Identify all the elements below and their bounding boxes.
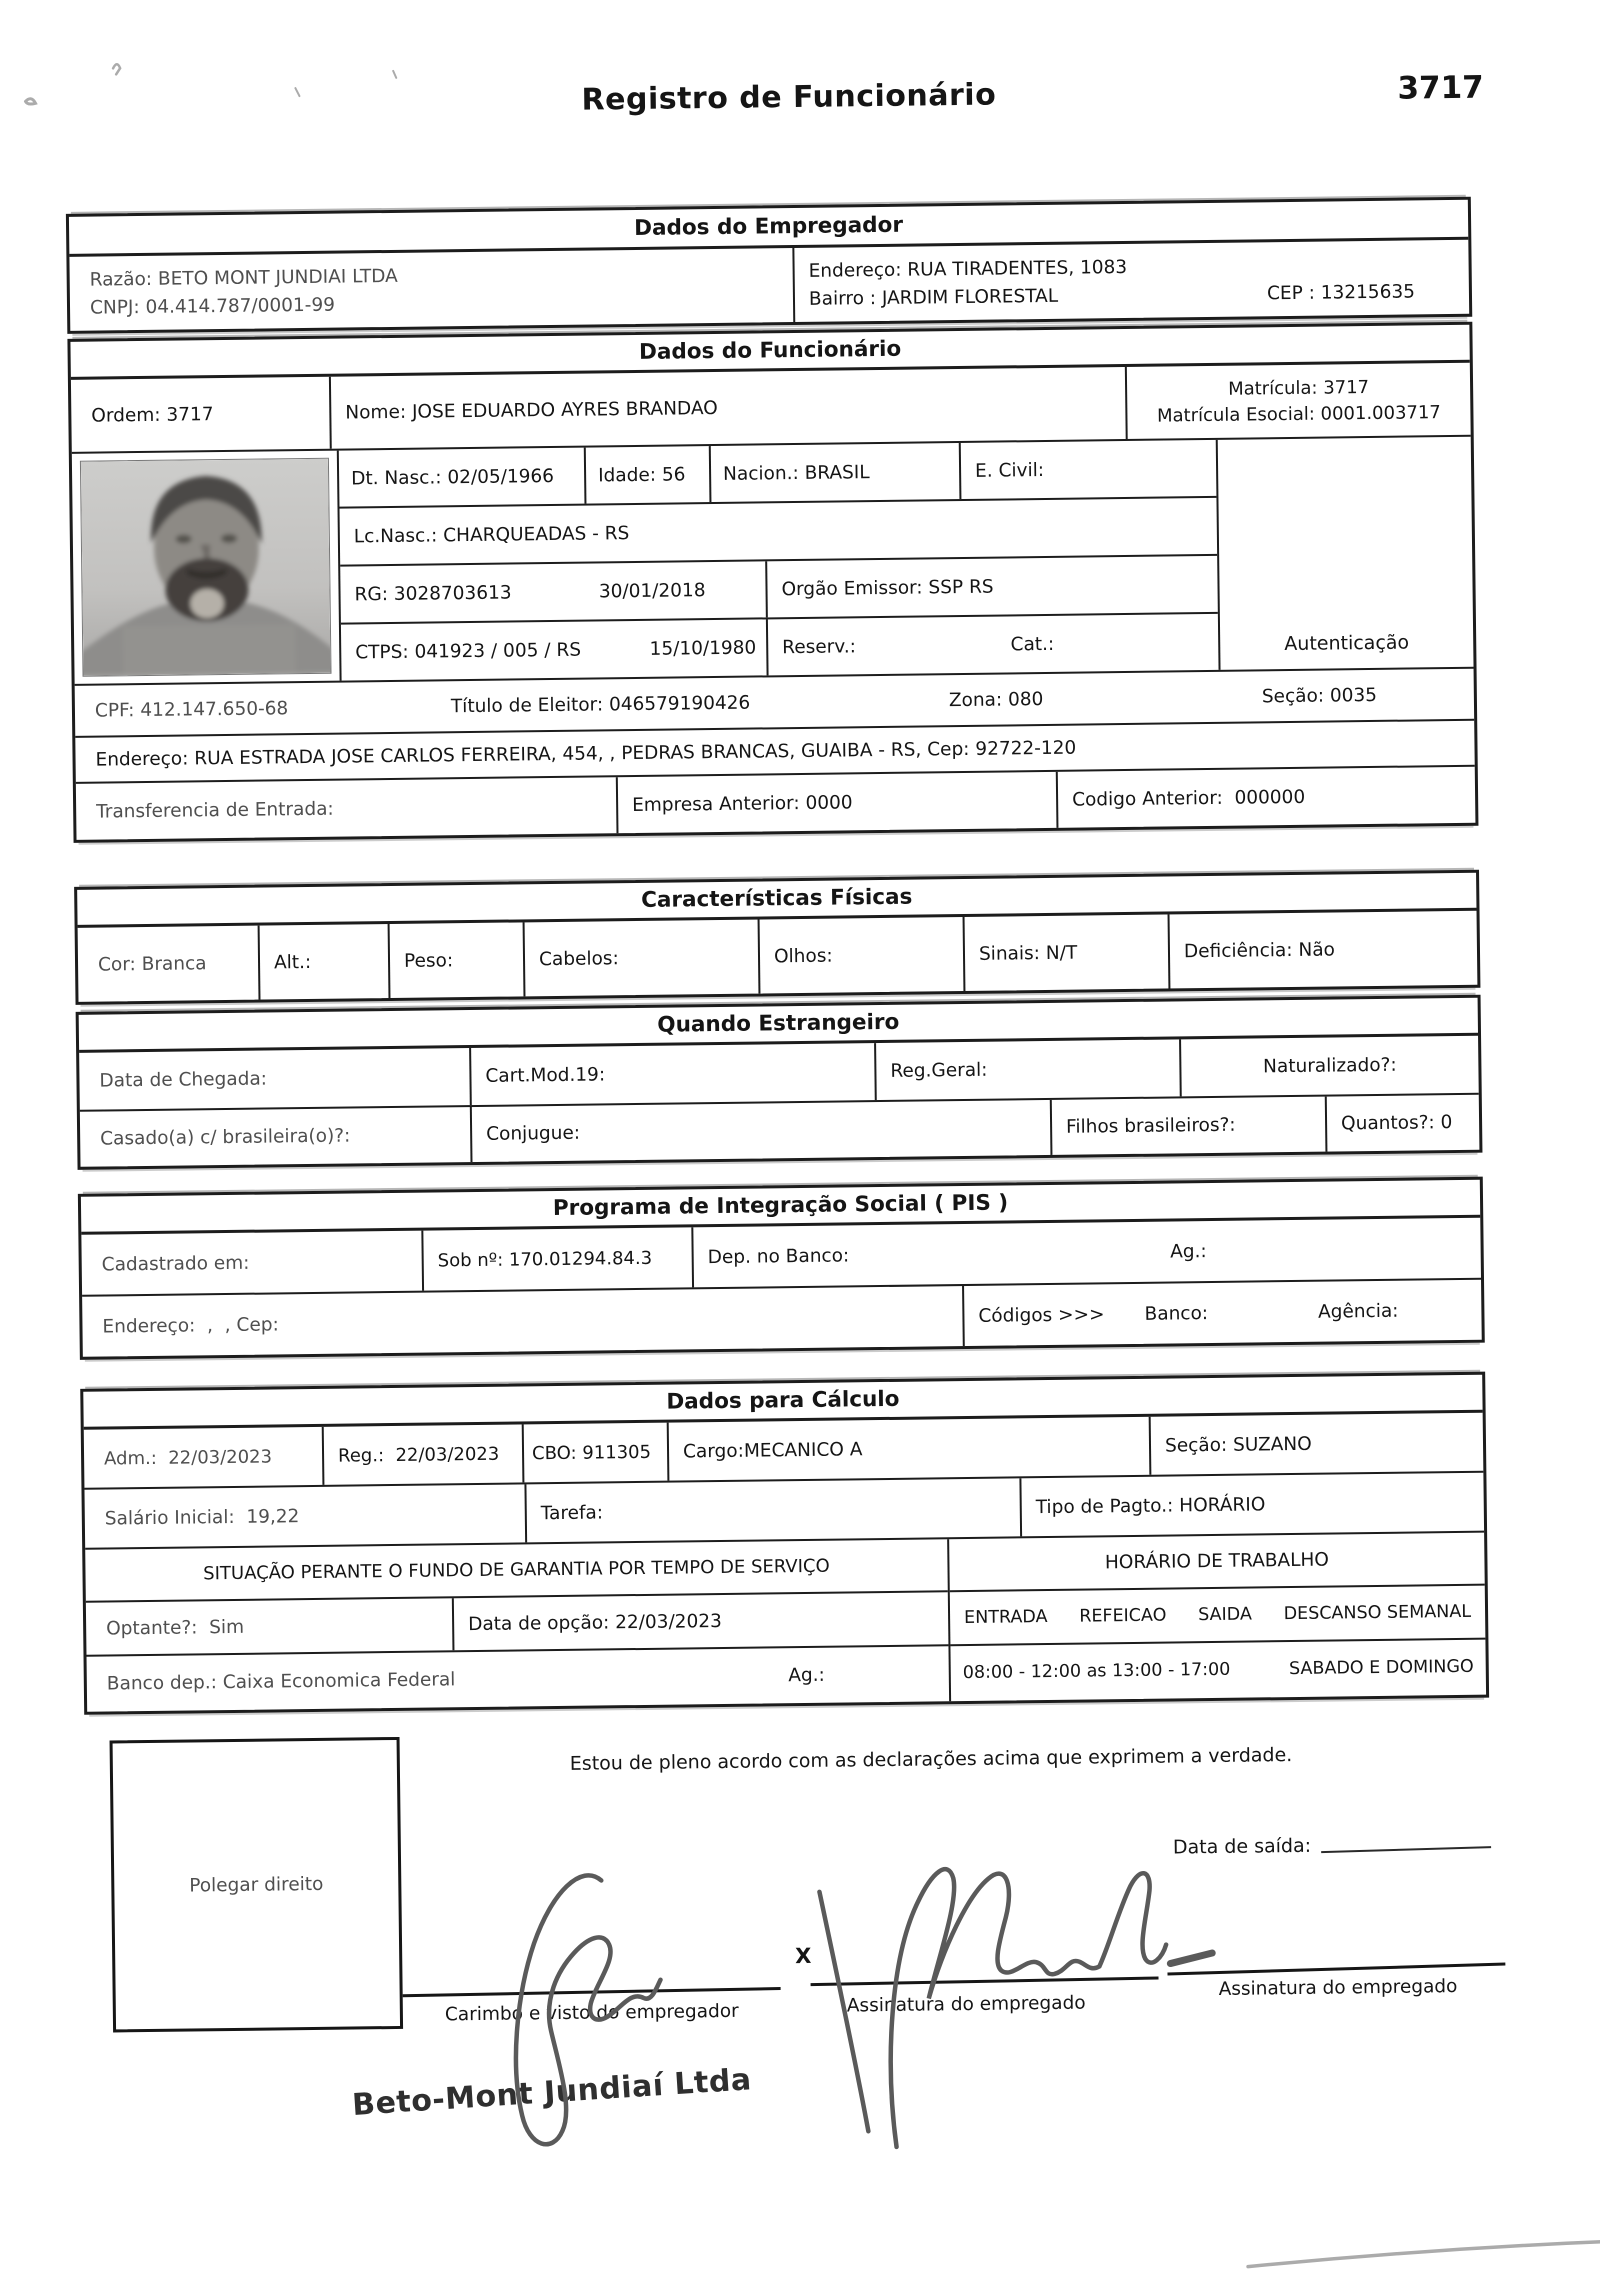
calc-tarefa: Tarefa:	[524, 1478, 1020, 1542]
thumbprint-box	[110, 1737, 404, 2033]
section-empregador-title: Dados do Empregador	[69, 200, 1468, 257]
scan-speck-2	[113, 64, 120, 74]
calc-cargo: Cargo:MECANICO A	[667, 1417, 1150, 1481]
calc-ag: Ag.:	[788, 1664, 825, 1687]
calc-adm: Adm.: 22/03/2023	[103, 1445, 273, 1470]
employee-photo	[80, 458, 332, 677]
carac-alt: Alt.:	[258, 924, 389, 1000]
empregador-endereco-cell	[792, 240, 1469, 322]
scan-edge-artifact	[1248, 2241, 1600, 2266]
x-mark: X	[795, 1943, 812, 1969]
employee-signature-label-2: Assinatura do empregado	[1218, 1976, 1458, 2000]
employee-signature-line-1	[811, 1976, 1159, 1986]
section-caracteristicas-title: Características Físicas	[77, 873, 1476, 928]
funcionario-ctps: CTPS: 041923 / 005 / RS	[355, 639, 582, 663]
pis-cadastrado: Cadastrado em:	[101, 1252, 250, 1276]
section-caracteristicas	[74, 870, 1480, 1005]
employee-signature-label-1: Assinatura do empregado	[846, 1992, 1086, 2017]
calc-horario-valor: 08:00 - 12:00 as 13:00 - 17:00	[962, 1660, 1231, 1684]
funcionario-zona: Zona: 080	[948, 688, 1044, 711]
thumbprint-label: Polegar direito	[189, 1873, 324, 1897]
pis-agencia: Agência:	[1317, 1300, 1399, 1323]
carac-peso: Peso:	[388, 922, 524, 998]
funcionario-titulo-eleitor: Título de Eleitor: 046579190426	[450, 692, 751, 717]
calc-horario-titulo: HORÁRIO DE TRABALHO	[949, 1533, 1485, 1593]
pis-codigos-cell	[962, 1280, 1482, 1346]
section-empregador	[66, 197, 1472, 334]
exit-date-label: Data de saída:	[1172, 1834, 1312, 1859]
calc-horario-block	[947, 1533, 1486, 1702]
estr-naturalizado: Naturalizado?:	[1179, 1036, 1479, 1097]
estr-data-chegada: Data de Chegada:	[99, 1068, 268, 1092]
funcionario-empresa-anterior: Empresa Anterior: 0000	[616, 772, 1057, 833]
employee-signature-line-2	[1167, 1963, 1505, 1976]
calc-optante: Optante?: Sim	[106, 1616, 245, 1640]
funcionario-rg-data: 30/01/2018	[598, 579, 706, 602]
funcionario-cpf: CPF: 412.147.650-68	[94, 697, 289, 722]
empregador-bairro: Bairro : JARDIM FLORESTAL	[808, 285, 1059, 310]
carac-deficiencia: Deficiência: Não	[1168, 911, 1478, 989]
scan-speck-1	[25, 99, 35, 104]
page-title: Registro de Funcionário	[581, 77, 997, 118]
pis-banco: Banco:	[1144, 1302, 1209, 1325]
funcionario-cat: Cat.:	[1010, 633, 1055, 655]
scan-speck-3	[295, 88, 299, 96]
pis-ag: Ag.:	[1170, 1240, 1207, 1262]
funcionario-secao: Seção: 0035	[1261, 684, 1378, 707]
calc-secao: Seção: SUZANO	[1149, 1413, 1484, 1475]
funcionario-codigo-anterior: Codigo Anterior: 000000	[1056, 767, 1476, 828]
section-estrangeiro	[76, 995, 1483, 1170]
employee-photo-cell	[72, 451, 340, 684]
funcionario-ctps-data: 15/10/1980	[649, 637, 757, 660]
calc-fgts-titulo: SITUAÇÃO PERANTE O FUNDO DE GARANTIA POR TEMPO DE SERVIÇO	[85, 1539, 948, 1603]
funcionario-autenticacao: Autenticação	[1216, 437, 1474, 670]
pis-endereco: Endereço: , , Cep:	[102, 1313, 279, 1338]
declaration-text: Estou de pleno acordo com as declarações acima que exprimem a verdade.	[569, 1744, 1293, 1775]
carac-olhos: Olhos:	[758, 917, 964, 993]
carac-cabelos: Cabelos:	[523, 920, 759, 997]
funcionario-matricula-cell	[1125, 363, 1471, 439]
estr-casado: Casado(a) c/ brasileira(o)?:	[100, 1125, 351, 1150]
funcionario-nacion: Nacion.: BRASIL	[709, 443, 960, 502]
calc-data-opcao: Data de opção: 22/03/2023	[452, 1593, 949, 1650]
estr-quantos: Quantos?: 0	[1325, 1095, 1480, 1152]
empregador-endereco: Endereço: RUA TIRADENTES, 1083	[808, 256, 1128, 282]
funcionario-endereco: Endereço: RUA ESTRADA JOSE CARLOS FERREIRA, 454, , PEDRAS BRANCAS, GUAIBA - RS, Cep: 92722-120	[95, 737, 1077, 771]
empregador-razao: Razão: BETO MONT JUNDIAI LTDA	[89, 265, 398, 291]
funcionario-mid-grid	[337, 440, 1219, 681]
document-number: 3717	[1397, 69, 1484, 107]
funcionario-idade: Idade: 56	[584, 446, 710, 504]
empregador-razao-cnpj-cell	[69, 248, 793, 331]
section-calculo	[80, 1372, 1489, 1715]
funcionario-reserv: Reserv.:	[782, 635, 857, 658]
section-funcionario-title: Dados do Funcionário	[70, 325, 1469, 380]
funcionario-e-civil: E. Civil:	[959, 440, 1217, 499]
pis-dep-banco-cell	[691, 1218, 1481, 1288]
exit-date-field	[1173, 1830, 1491, 1859]
exit-date-blank-line	[1321, 1828, 1492, 1853]
calc-tipo-pagto: Tipo de Pagto.: HORÁRIO	[1019, 1473, 1484, 1537]
estr-filhos: Filhos brasileiros?:	[1050, 1097, 1326, 1155]
empregador-cep: CEP : 13215635	[1266, 280, 1416, 304]
carac-sinais: Sinais: N/T	[963, 915, 1169, 991]
company-stamp-text: Beto-Mont Jundiaí Ltda	[351, 2062, 753, 2123]
calc-salario: Salário Inicial: 19,22	[104, 1505, 300, 1530]
section-pis-title: Programa de Integração Social ( PIS )	[81, 1180, 1480, 1235]
funcionario-dt-nasc: Dt. Nasc.: 02/05/1966	[351, 465, 555, 489]
funcionario-transferencia: Transferencia de Entrada:	[96, 798, 334, 823]
calc-cbo: CBO: 911305	[522, 1423, 668, 1483]
funcionario-reserv-cat-cell	[766, 614, 1219, 676]
funcionario-ctps-cell	[341, 619, 767, 680]
funcionario-ordem: Ordem: 3717	[91, 403, 214, 427]
calc-descanso-valor: SABADO E DOMINGO	[1288, 1657, 1474, 1680]
calc-fgts-block	[85, 1539, 949, 1712]
estr-cart-mod: Cart.Mod.19:	[469, 1043, 875, 1105]
section-calculo-title: Dados para Cálculo	[83, 1375, 1482, 1430]
calc-banco-dep: Banco dep.: Caixa Economica Federal	[106, 1669, 456, 1695]
pis-dep-banco: Dep. no Banco:	[707, 1244, 850, 1268]
funcionario-rg-cell	[340, 561, 766, 622]
calc-col-descanso: DESCANSO SEMANAL	[1283, 1601, 1472, 1625]
employee-photo-graphic	[81, 459, 331, 676]
funcionario-lc-nasc: Lc.Nasc.: CHARQUEADAS - RS	[353, 522, 630, 547]
employer-stamp-label: Carimbo e visto do empregador	[444, 2000, 739, 2026]
funcionario-orgao-emissor: Orgão Emissor: SSP RS	[765, 556, 1218, 618]
calc-col-entrada: ENTRADA	[963, 1607, 1048, 1629]
calc-banco-dep-cell	[87, 1646, 950, 1712]
scan-speck-4	[393, 71, 396, 78]
calc-col-saida: SAIDA	[1198, 1604, 1253, 1626]
employee-signature-dash	[1170, 1953, 1212, 1964]
carac-cor: Cor: Branca	[97, 952, 207, 976]
section-funcionario	[67, 322, 1478, 843]
pis-codigos: Códigos >>>	[978, 1303, 1105, 1327]
employer-stamp-line	[403, 1987, 781, 1997]
pis-sob-no: Sob nº: 170.01294.84.3	[421, 1227, 692, 1290]
section-estrangeiro-title: Quando Estrangeiro	[79, 998, 1478, 1053]
funcionario-rg: RG: 3028703613	[354, 581, 512, 605]
funcionario-matricula-esocial: Matrícula Esocial: 0001.003717	[1156, 401, 1441, 427]
calc-reg: Reg.: 22/03/2023	[322, 1424, 523, 1484]
funcionario-nome: Nome: JOSE EDUARDO AYRES BRANDAO	[329, 367, 1126, 449]
calc-col-refeicao: REFEICAO	[1079, 1605, 1167, 1627]
estr-conjugue: Conjugue:	[470, 1100, 1051, 1162]
estr-reg-geral: Reg.Geral:	[874, 1039, 1180, 1100]
funcionario-matricula: Matrícula: 3717	[1227, 376, 1370, 400]
section-pis	[78, 1177, 1485, 1360]
empregador-cnpj: CNPJ: 04.414.787/0001-99	[89, 294, 336, 319]
